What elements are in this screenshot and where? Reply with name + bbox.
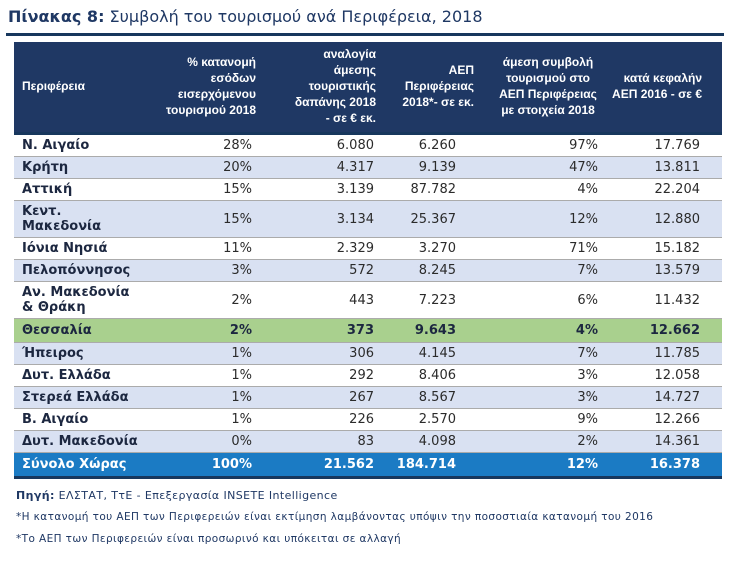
value-cell: 1% [148, 365, 288, 387]
value-cell: 4% [486, 319, 610, 343]
table-row [14, 365, 722, 387]
value-cell: 11.432 [610, 282, 722, 319]
value-cell: 7% [486, 343, 610, 365]
value-cell: 20% [148, 157, 288, 179]
total-value-cell: 12% [486, 453, 610, 478]
table-row [14, 260, 722, 282]
region-cell: Ιόνια Νησιά [14, 238, 148, 260]
value-cell: 7.223 [390, 282, 486, 319]
value-cell: 97% [486, 134, 610, 157]
value-cell: 25.367 [390, 201, 486, 238]
page-title [8, 7, 726, 27]
table-row [14, 157, 722, 179]
value-cell: 3.134 [288, 201, 390, 238]
value-cell: 7% [486, 260, 610, 282]
region-cell: Δυτ. Μακεδονία [14, 431, 148, 453]
title-divider [6, 33, 724, 36]
value-cell: 12.662 [610, 319, 722, 343]
value-cell: 17.769 [610, 134, 722, 157]
value-cell: 6.080 [288, 134, 390, 157]
column-header-gdp-per-capita: κατά κεφαλήν ΑΕΠ 2016 - σε € [610, 42, 722, 134]
value-cell: 572 [288, 260, 390, 282]
table-row-highlighted [14, 319, 722, 343]
footnote-2: *Το ΑΕΠ των Περιφερειών είναι προσωρινό και υπόκειται σε αλλαγή [16, 533, 402, 545]
footnote-1: *Η κατανομή του ΑΕΠ των Περιφερειών είναι εκτίμηση λαμβάνοντας υπόψιν την ποσοστιαία κατανομή του 2016 [16, 511, 654, 523]
value-cell: 9.643 [390, 319, 486, 343]
value-cell: 13.579 [610, 260, 722, 282]
region-cell: Κεντ. Μακεδονία [14, 201, 148, 238]
table-title-text: Συμβολή του τουρισμού ανά Περιφέρεια, 2018 [104, 7, 483, 26]
value-cell: 22.204 [610, 179, 722, 201]
table-row [14, 282, 722, 319]
value-cell: 2.570 [390, 409, 486, 431]
value-cell: 4.098 [390, 431, 486, 453]
value-cell: 3% [486, 387, 610, 409]
table-row [14, 387, 722, 409]
value-cell: 226 [288, 409, 390, 431]
value-cell: 12.880 [610, 201, 722, 238]
region-cell: Ήπειρος [14, 343, 148, 365]
value-cell: 15% [148, 201, 288, 238]
region-cell: Αν. Μακεδονία & Θράκη [14, 282, 148, 319]
value-cell: 0% [148, 431, 288, 453]
column-header-revenue-share: % κατανομή εσόδων εισερχόμενου τουρισμού 2018 [148, 42, 288, 134]
table-row-total [14, 453, 722, 478]
value-cell: 8.406 [390, 365, 486, 387]
value-cell: 4.317 [288, 157, 390, 179]
value-cell: 87.782 [390, 179, 486, 201]
total-value-cell: 21.562 [288, 453, 390, 478]
value-cell: 2% [148, 282, 288, 319]
region-cell: Στερεά Ελλάδα [14, 387, 148, 409]
value-cell: 11% [148, 238, 288, 260]
source-label: Πηγή: [16, 489, 55, 502]
table-row [14, 409, 722, 431]
value-cell: 71% [486, 238, 610, 260]
value-cell: 2.329 [288, 238, 390, 260]
value-cell: 12.266 [610, 409, 722, 431]
value-cell: 3.139 [288, 179, 390, 201]
value-cell: 15.182 [610, 238, 722, 260]
value-cell: 9% [486, 409, 610, 431]
table-row [14, 179, 722, 201]
value-cell: 4% [486, 179, 610, 201]
value-cell: 2% [486, 431, 610, 453]
value-cell: 47% [486, 157, 610, 179]
header-row [14, 42, 722, 134]
footnotes [16, 489, 726, 545]
table-row [14, 343, 722, 365]
region-cell: Κρήτη [14, 157, 148, 179]
value-cell: 4.145 [390, 343, 486, 365]
region-cell: Πελοπόννησος [14, 260, 148, 282]
value-cell: 306 [288, 343, 390, 365]
value-cell: 83 [288, 431, 390, 453]
region-cell: Δυτ. Ελλάδα [14, 365, 148, 387]
column-header-tourism-gdp-contribution: άμεση συμβολή τουρισμού στο ΑΕΠ Περιφέρειας με στοιχεία 2018 [486, 42, 610, 134]
column-header-direct-tourism-spend: αναλογία άμεσης τουριστικής δαπάνης 2018 - σε € εκ. [288, 42, 390, 134]
value-cell: 8.567 [390, 387, 486, 409]
value-cell: 3% [486, 365, 610, 387]
region-cell: Β. Αιγαίο [14, 409, 148, 431]
total-value-cell: 184.714 [390, 453, 486, 478]
table-row [14, 201, 722, 238]
table-row [14, 238, 722, 260]
value-cell: 1% [148, 409, 288, 431]
value-cell: 3% [148, 260, 288, 282]
region-cell: Αττική [14, 179, 148, 201]
source-note [16, 489, 726, 502]
value-cell: 6.260 [390, 134, 486, 157]
total-value-cell: 16.378 [610, 453, 722, 478]
value-cell: 14.361 [610, 431, 722, 453]
region-cell: Θεσσαλία [14, 319, 148, 343]
tourism-by-region-table [14, 42, 722, 479]
value-cell: 9.139 [390, 157, 486, 179]
value-cell: 3.270 [390, 238, 486, 260]
value-cell: 28% [148, 134, 288, 157]
table-number-label: Πίνακας 8: [8, 7, 105, 26]
value-cell: 14.727 [610, 387, 722, 409]
value-cell: 1% [148, 343, 288, 365]
value-cell: 15% [148, 179, 288, 201]
column-header-region: Περιφέρεια [14, 42, 148, 134]
value-cell: 1% [148, 387, 288, 409]
table-row [14, 134, 722, 157]
source-text: ΕΛΣΤΑΤ, ΤτΕ - Επεξεργασία INSETE Intelligence [54, 489, 338, 502]
value-cell: 292 [288, 365, 390, 387]
value-cell: 8.245 [390, 260, 486, 282]
value-cell: 13.811 [610, 157, 722, 179]
value-cell: 12% [486, 201, 610, 238]
value-cell: 12.058 [610, 365, 722, 387]
value-cell: 2% [148, 319, 288, 343]
value-cell: 443 [288, 282, 390, 319]
column-header-regional-gdp: ΑΕΠ Περιφέρειας 2018*- σε εκ. [390, 42, 486, 134]
value-cell: 267 [288, 387, 390, 409]
value-cell: 11.785 [610, 343, 722, 365]
table-row [14, 431, 722, 453]
total-value-cell: 100% [148, 453, 288, 478]
total-label-cell: Σύνολο Χώρας [14, 453, 148, 478]
value-cell: 373 [288, 319, 390, 343]
value-cell: 6% [486, 282, 610, 319]
region-cell: Ν. Αιγαίο [14, 134, 148, 157]
